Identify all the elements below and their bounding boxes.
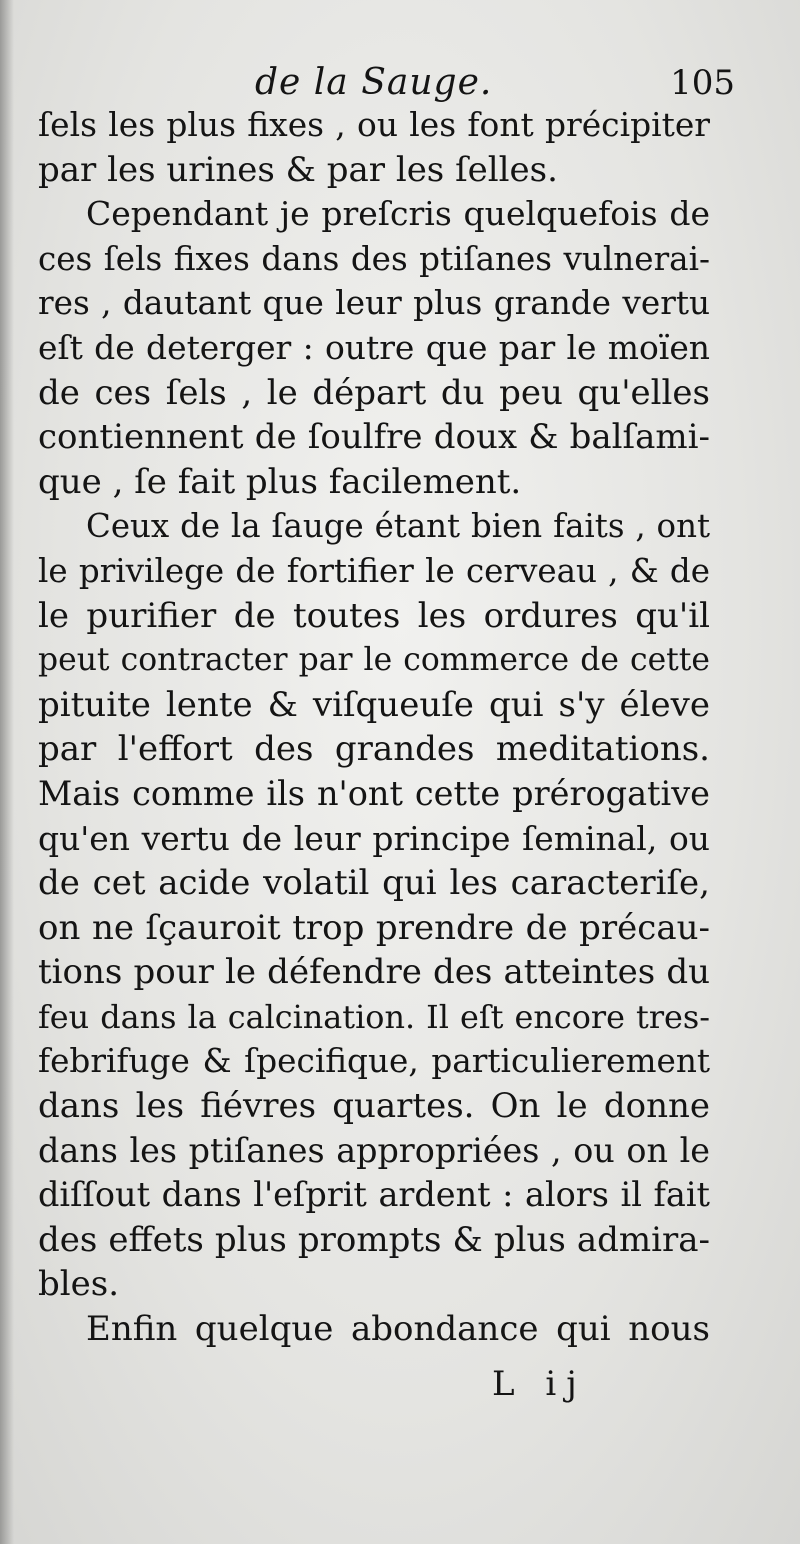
- body-text: [38, 103, 710, 1352]
- page-gutter-shadow: [0, 0, 14, 1544]
- text-line: on ne ſçauroit trop prendre de précau-: [38, 907, 710, 948]
- page-number: 105: [670, 63, 735, 103]
- text-line: par les urines & par les ſelles.: [38, 149, 558, 190]
- signature-mark: L ij: [492, 1364, 587, 1404]
- text-line: contiennent de ſoulfre doux & balſami-: [38, 417, 710, 458]
- text-line: peut contracter par le commerce de cette: [38, 642, 710, 679]
- text-line: le purifier de toutes les ordures qu'il: [38, 595, 710, 636]
- text-line: que , ſe fait plus facilement.: [38, 461, 522, 502]
- text-line: Enfin quelque abondance qui nous: [86, 1309, 710, 1350]
- text-line: par l'effort des grandes meditations.: [38, 729, 710, 770]
- text-line: bles.: [38, 1264, 120, 1305]
- text-line: le privilege de fortifier le cerveau , & de: [38, 551, 710, 590]
- text-line: eſt de deterger : outre que par le moïen: [38, 327, 710, 367]
- text-line: qu'en vertu de leur principe ſeminal, ou: [38, 818, 710, 858]
- page-header: [40, 58, 735, 108]
- text-line: res , dautant que leur plus grande vertu: [38, 284, 710, 323]
- text-line: dans les ptiſanes appropriées , ou on le: [38, 1130, 710, 1170]
- text-line: de cet acide volatil qui les caracteriſe,: [38, 863, 710, 904]
- text-line: ſels les plus fixes , ou les font précipiter: [38, 105, 710, 144]
- text-line: Mais comme ils n'ont cette prérogative: [38, 773, 710, 813]
- text-line: feu dans la calcination. Il eſt encore tres-: [38, 997, 710, 1036]
- text-line: Ceux de la ſauge étant bien faits , ont: [86, 507, 710, 546]
- text-line: de ces ſels , le départ du peu qu'elles: [38, 372, 710, 413]
- text-line: tions pour le défendre des atteintes du: [38, 952, 710, 993]
- text-line: diſſout dans l'eſprit ardent : alors il fait: [38, 1175, 710, 1215]
- text-line: pituite lente & viſqueuſe qui s'y éleve: [38, 684, 710, 725]
- text-line: febrifuge & ſpecifique, particulierement: [38, 1042, 710, 1081]
- text-line: des effets plus prompts & plus admira-: [38, 1219, 710, 1260]
- text-line: Cependant je preſcris quelquefois de: [86, 194, 710, 234]
- text-line: ces ſels fixes dans des ptiſanes vulnerai-: [38, 239, 710, 278]
- text-line: dans les fiévres quartes. On le donne: [38, 1086, 710, 1127]
- running-title: de la Sauge.: [255, 62, 493, 103]
